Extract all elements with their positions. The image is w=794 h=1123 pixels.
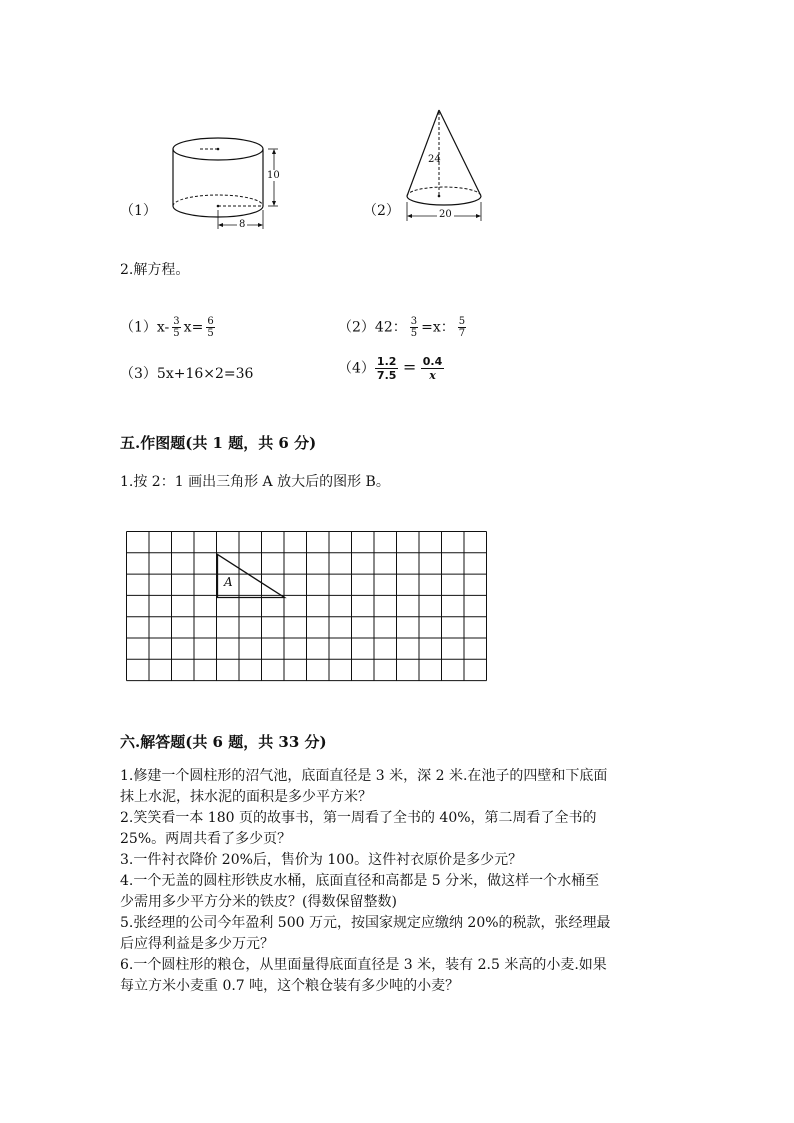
cylinder-label: （1） xyxy=(120,203,157,219)
eq1-fraction-b xyxy=(206,316,214,339)
eq4-frac-b-den: x xyxy=(429,369,436,382)
question-line: 后应得利益是多少万元？ xyxy=(120,936,274,952)
grid-lines xyxy=(127,532,487,681)
question-line: 5.张经理的公司今年盈利 500 万元，按国家规定应缴纳 20%的税款，张经理最 xyxy=(120,915,611,931)
section-five-question: 1.按 2：1 画出三角形 A 放大后的图形 B。 xyxy=(120,474,390,490)
eq2-frac-a-num: 3 xyxy=(410,316,418,327)
eq1-frac-a-num: 3 xyxy=(173,316,180,327)
eq4-fraction-a xyxy=(375,355,399,382)
question-line: 抹上水泥，抹水泥的面积是多少平方米？ xyxy=(120,789,372,805)
eq2-fraction-a xyxy=(410,316,418,339)
triangle-a-label: A xyxy=(224,575,233,589)
eq4-frac-a-num: 1.2 xyxy=(376,355,397,368)
question-line: 6.一个圆柱形的粮仓，从里面量得底面直径是 3 米，装有 2.5 米高的小麦.如果 xyxy=(120,957,607,973)
equation-3: （3）5x+16×2=36 xyxy=(120,366,254,382)
question-line: 1.修建一个圆柱形的沼气池，底面直径是 3 米，深 2 米.在池子的四壁和下底面 xyxy=(120,768,608,784)
eq1-mid: x= xyxy=(183,319,204,336)
eq2-frac-a-den: 5 xyxy=(410,328,418,339)
eq2-fraction-b xyxy=(458,316,466,339)
section-six-heading: 六.解答题(共 6 题，共 33 分) xyxy=(120,733,327,751)
eq4-frac-a-den: 7.5 xyxy=(376,369,397,382)
question-line: 4.一个无盖的圆柱形铁皮水桶，底面直径和高都是 5 分米，做这样一个水桶至 xyxy=(120,873,600,889)
eq4-frac-b-num: 0.4 xyxy=(422,355,443,368)
eq4-equals: = xyxy=(402,357,417,377)
cone-height-label: 24 xyxy=(428,154,441,165)
cylinder-drawing xyxy=(160,128,310,238)
eq1-frac-a-den: 5 xyxy=(173,328,180,339)
equations-title: 2.解方程。 xyxy=(120,262,190,278)
eq1-fraction-a xyxy=(172,316,180,339)
question-line: 3.一件衬衣降价 20%后，售价为 100。这件衬衣原价是多少元？ xyxy=(120,852,523,868)
eq2-label: （2）42： xyxy=(338,319,407,336)
question-line: 2.笑笑看一本 180 页的故事书，第一周看了全书的 40%，第二周看了全书的 xyxy=(120,810,597,826)
question-line: 25%。两周共看了多少页？ xyxy=(120,831,292,847)
eq1-label: （1）x- xyxy=(120,319,170,336)
eq2-frac-b-den: 7 xyxy=(458,328,466,339)
eq2-mid: =x： xyxy=(421,319,455,336)
cone-label: （2） xyxy=(363,203,400,219)
section-five-heading: 五.作图题(共 1 题，共 6 分) xyxy=(120,434,317,452)
eq2-frac-b-num: 5 xyxy=(458,316,466,327)
eq1-frac-b-den: 5 xyxy=(207,328,214,339)
eq4-label: （4） xyxy=(338,360,375,377)
cylinder-height-label: 10 xyxy=(267,170,280,181)
drawing-grid xyxy=(126,531,490,685)
eq4-fraction-b xyxy=(421,355,445,382)
question-line: 每立方米小麦重 0.7 吨，这个粮仓装有多少吨的小麦？ xyxy=(120,978,460,994)
eq1-frac-b-num: 6 xyxy=(207,316,214,327)
cylinder-figure xyxy=(120,128,310,238)
cone-diameter-label: 20 xyxy=(439,209,452,220)
cylinder-radius-label: 8 xyxy=(239,219,246,230)
section-six-questions xyxy=(120,766,680,997)
equation-1 xyxy=(120,316,218,339)
equation-4 xyxy=(338,355,444,382)
equation-2 xyxy=(338,316,469,339)
cone-figure xyxy=(363,108,493,228)
question-line: 少需用多少平方分米的铁皮？(得数保留整数) xyxy=(120,894,397,910)
